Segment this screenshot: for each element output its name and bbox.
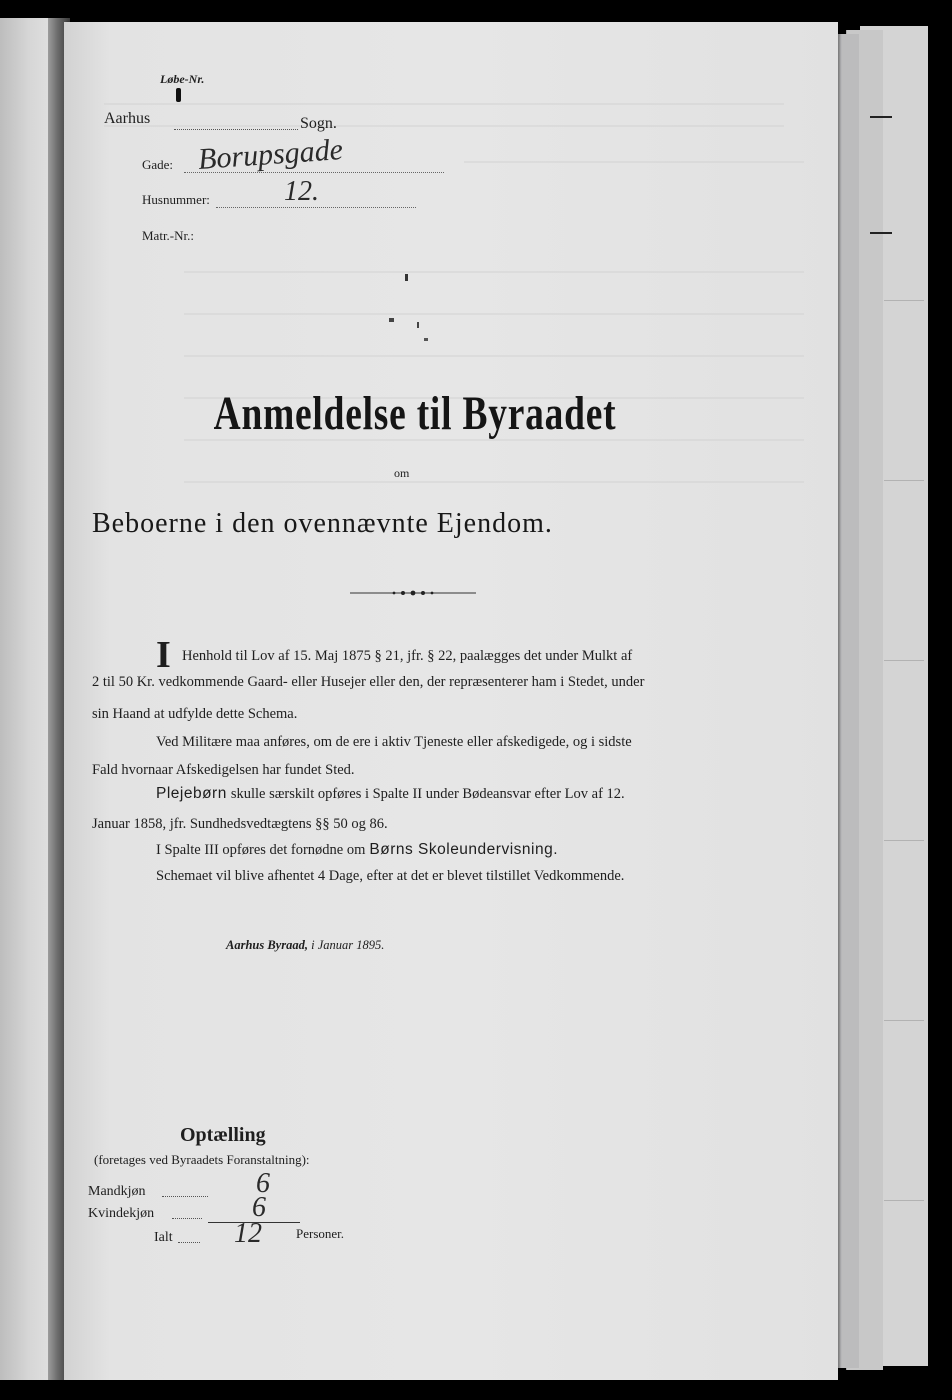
parish-town: Aarhus (104, 110, 151, 127)
total-label: Ialt (154, 1230, 173, 1245)
male-value-handwritten: 6 (256, 1168, 270, 1199)
total-value-handwritten: 12 (234, 1218, 262, 1249)
paragraph-2-line-2: Fald hvornaar Afskedigelsen har fundet Sted. (92, 762, 355, 778)
stack-rule (884, 300, 924, 301)
ink-blot (176, 88, 181, 102)
paragraph-3-text: skulle særskilt opføres i Spalte II under Bødeansvar efter Lov af 12. (230, 786, 625, 802)
ink-speck (405, 274, 408, 281)
matr-nr-label: Matr.-Nr.: (142, 228, 194, 243)
male-label: Mandkjøn (88, 1184, 146, 1199)
stack-mark (870, 116, 892, 118)
signoff-council: Aarhus Byraad, (226, 938, 308, 952)
stack-rule (884, 480, 924, 481)
document-subtitle: Beboerne i den ovennævnte Ejendom. (92, 508, 553, 539)
house-number-handwritten: 12. (284, 176, 319, 207)
signoff-date: i Januar 1895. (311, 938, 385, 952)
female-dots (172, 1218, 202, 1219)
plejeborn-word: Plejebørn (156, 785, 227, 802)
paragraph-5: Schemaet vil blive afhentet 4 Dage, efter at det er blevet tilstillet Vedkommende. (156, 868, 625, 884)
signoff (226, 938, 384, 953)
ink-speck (389, 318, 394, 322)
bleed-through-texture (64, 22, 838, 1380)
paragraph-4-text: I Spalte III opføres det fornødne om (156, 842, 366, 858)
persons-label: Personer. (296, 1226, 345, 1241)
stack-rule (884, 660, 924, 661)
female-label: Kvindekjøn (88, 1206, 155, 1221)
paragraph-4-spaced: Børns Skoleundervisning. (369, 841, 559, 858)
page-stack-inner (836, 34, 859, 1368)
paragraph-4 (156, 840, 558, 860)
house-number-label: Husnummer: (142, 192, 210, 207)
street-value-handwritten: Borupsgade (196, 132, 344, 177)
paragraph-3-line-2: Januar 1858, jfr. Sundhedsvedtægtens §§ 50 og 86. (92, 816, 388, 832)
stack-rule (884, 840, 924, 841)
paragraph-2-line-1: Ved Militære maa anføres, om de ere i aktiv Tjeneste eller afskedigede, og i sidste (156, 734, 632, 750)
female-value-handwritten: 6 (252, 1192, 266, 1223)
street-label: Gade: (142, 157, 174, 172)
title-connector: om (394, 466, 410, 480)
count-subtitle: (foretages ved Byraadets Foranstaltning): (94, 1152, 310, 1167)
document-title: Anmeldelse til Byraadet (213, 387, 617, 440)
parish-label: Sogn. (300, 115, 337, 132)
paragraph-3-line-1 (156, 784, 625, 804)
lobe-nr-label: Løbe-Nr. (160, 72, 205, 86)
ink-speck (417, 322, 419, 328)
paragraph-1-line-1: Henhold til Lov af 15. Maj 1875 § 21, jfr. § 22, paalægges det under Mulkt af (182, 648, 633, 664)
total-dots (178, 1242, 200, 1243)
drop-cap: I (156, 634, 171, 676)
stack-mark (870, 232, 892, 234)
ink-speck (424, 338, 428, 341)
ornament-divider (350, 588, 476, 598)
count-title: Optælling (180, 1124, 266, 1146)
stack-rule (884, 1020, 924, 1021)
paragraph-1-line-2: 2 til 50 Kr. vedkommende Gaard- eller Husejer eller den, der repræsenterer ham i Stedet, under (92, 674, 645, 690)
paragraph-1-line-3: sin Haand at udfylde dette Schema. (92, 706, 298, 722)
male-dots (162, 1196, 208, 1197)
house-number-dotted-line (216, 207, 416, 208)
street-dotted-line (184, 172, 444, 173)
stack-rule (884, 1200, 924, 1201)
parish-dotted-line (174, 129, 298, 130)
